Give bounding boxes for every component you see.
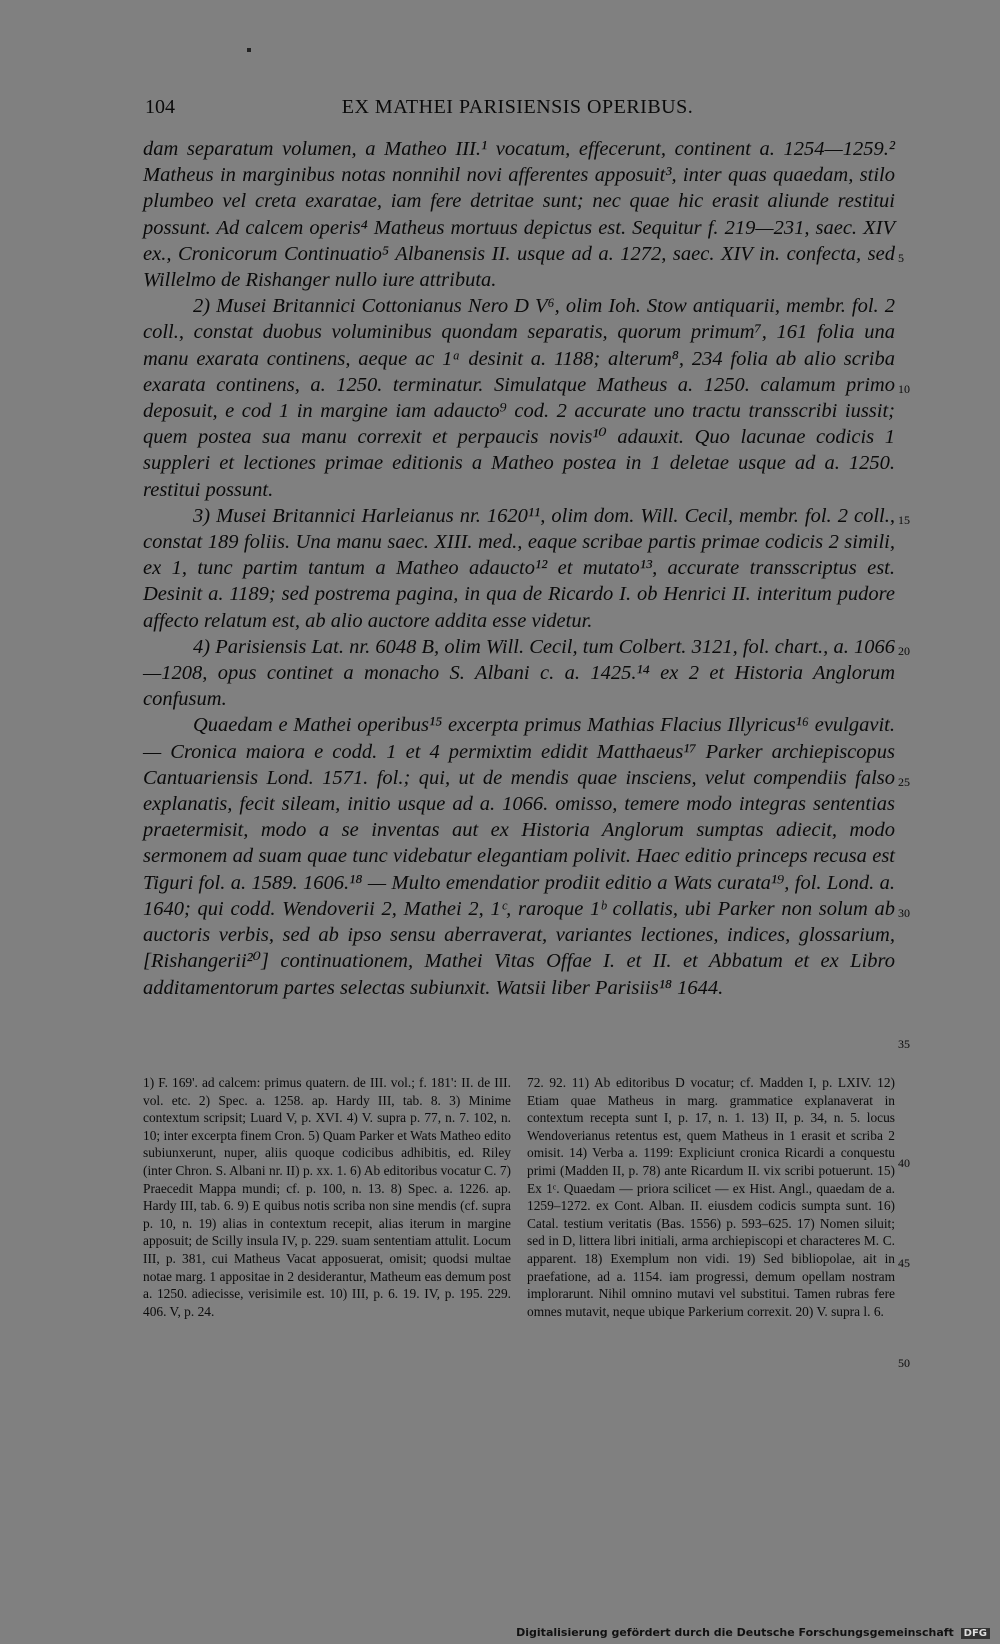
paragraph-harleianus: 3) Musei Britannici Harleianus nr. 1620¹¹, olim dom. Will. Cecil, membr. fol. 2 coll., constat 189 foliis. Una manu saec. XIII. med., eaque scribae partis primae codicis 2 simili, ex 1, tunc partim tantum a Matheo adaucto¹² et mutato¹³, accurate transscriptus est. Desinit a. 1189; sed postrema pagina, in qua de Ricardo I. ob Henrici II. interitum pudore affecto relatum est, ab alio auctore addita esse videtur.: [143, 504, 895, 632]
paragraph-parisiensis: 4) Parisiensis Lat. nr. 6048 B, olim Will. Cecil, tum Colbert. 3121, fol. chart., a. 1066—1208, opus continet a monacho S. Albani c. a. 1425.¹⁴ ex 2 et Historia Anglorum confusum.: [143, 635, 895, 711]
paragraph-editions: Quaedam e Mathei operibus¹⁵ excerpta primus Mathias Flacius Illyricus¹⁶ evulgavit. — Cronica maiora e codd. 1 et 4 permixtim edidit Matthaeus¹⁷ Parker archiepiscopus Cantuariensis Lond. 1571. fol.; qui, ut de mendis quae insciens, velut compendiis falso explanatis, fecit sileam, initio usque ad a. 1066. omisso, temere modo integras sententias praetermisit, modo a se inventas aut ex Historia Anglorum sumptas adiecit, modo sermonem ad suam quae tunc videbatur elegantiam polivit. Haec editio princeps recusa est Tiguri fol. a. 1589. 1606.¹⁸ — Multo emendatior prodiit editio a Wats curata¹⁹, fol. Lond. a. 1640; qui codd. Wendoverii 2, Mathei 2, 1ᶜ, raroque 1ᵇ collatis, ubi Parker non solum ab auctoris verbis, sed ab ipso sensu aberraverat, variantes lectiones, indices, glossarium, [Rishangerii²⁰] continuationem, Mathei Vitas Offae I. et II. et Abbatum et ex Libro additamentorum partes selectas subiunxit. Watsii liber Parisiis¹⁸ 1644.: [143, 714, 895, 999]
paragraph-continuation: dam separatum volumen, a Matheo III.¹ vocatum, effecerunt, continent a. 1254—1259.² Matheus in marginibus notas nonnihil novi afferentes apposuit³, inter quas quaedam, stilo plumbeo vel creta exaratae, iam fere detritae sunt; nec quae hic erasit aliunde restitui possunt. Ad calcem operis⁴ Matheus mortuus depictus est. Sequitur f. 219—231, saec. XIV ex., Cronicorum Continuatio⁵ Albanensis II. usque ad a. 1272, saec. XIV in. confecta, sed Willelmo de Rishanger nullo iure attributa.: [143, 138, 895, 292]
line-number: 40: [898, 1156, 910, 1170]
dfg-logo: DFG: [961, 1628, 990, 1639]
main-text: [143, 136, 895, 1001]
credit-text: Digitalisierung gefördert durch die Deutsche Forschungsgemeinschaft: [516, 1626, 954, 1639]
footnotes-left-column: 1) F. 169'. ad calcem: primus quatern. de III. vol.; f. 181': II. de III. vol. etc. 2) Spec. a. 1258. ap. Hardy III, tab. 8. 3) Minime contextum scripsit; Luard V, p. XVI. 4) V. supra p. 77, n. 7. 102, n. 10; inter excerpta finem Cron. 5) Quam Parker et Wats Matheo edito subiunxerunt, nuper, aliis quoque codicibus adhibitis, ed. Riley (inter Chron. S. Albani nr. II) p. xx. 1. 6) Ab editoribus vocatur C. 7) Praecedit Mappa mundi; cf. p. 100, n. 13. 8) Spec. a. 1226. ap. Hardy III, tab. 6. 9) E quibus notis scriba non sine mendis (cf. supra p. 10, n. 19) alias in contextum recepit, alias iterum in margine apposuit; de Scilly insula IV, p. 229. suam sententiam attulit. Locum III, p. 381, cui Matheus Vacat apposuerat, omisit; quodsi multae notae marg. 1 appositae in 2 desiderantur, Matheum eas demum post a. 1250. adiecisse, verisimile est. 10) III, p. 6. 19. IV, p. 195. 229. 406. V, p. 24.: [143, 1075, 511, 1319]
page-header: [145, 96, 890, 126]
paragraph-cottonianus: 2) Musei Britannici Cottonianus Nero D V⁶, olim Ioh. Stow antiquarii, membr. fol. 2 coll., constat duobus voluminibus quondam separatis, quorum primum⁷, 161 folia una manu exarata continens, aeque ac 1ᵃ desinit a. 1188; alterum⁸, 234 folia ab alio scriba exarata continens, a. 1250. terminatur. Simulatque Matheus a. 1250. calamum primo deposuit, e cod 1 in margine iam adaucto⁹ cod. 2 accurate uno tractu transscribi iussit; quem postea sua manu correxit et perpaucis novis¹⁰ adauxit. Quo lacunae codicis 1 suppleri et lectiones primae editionis a Matheo postea in 1 deletae usque ad a. 1250. restitui possunt.: [143, 295, 895, 501]
line-number: 15: [898, 513, 910, 527]
line-number: 5: [898, 251, 904, 265]
line-number: 35: [898, 1037, 910, 1051]
line-number: 50: [898, 1356, 910, 1370]
line-number: 25: [898, 775, 910, 789]
line-number: 45: [898, 1256, 910, 1270]
line-number: 30: [898, 906, 910, 920]
page-number: 104: [145, 96, 175, 118]
line-number: 10: [898, 382, 910, 396]
running-title: EX MATHEI PARISIENSIS OPERIBUS.: [341, 96, 694, 118]
digitization-credit: [516, 1626, 990, 1639]
speck-mark: [247, 48, 251, 52]
line-number: 20: [898, 644, 910, 658]
footnotes-right-column: 72. 92. 11) Ab editoribus D vocatur; cf. Madden I, p. LXIV. 12) Etiam quae Matheus in marg. grammatice explanaverat in contextum recepta sunt I, p. 17, n. 1. 13) II, p. 34, n. 5. locus Wendoverianus retentus est, quem Matheus in 1 erasit et scriba 2 omisit. 14) Verba a. 1199: Expliciunt cronica Ricardi a conquestu primi (Madden II, p. 78) ante Ricardum II. vix scribi potuerunt. 15) Ex 1ᶜ. Quaedam — priora scilicet — ex Hist. Angl., quaedam de a. 1259–1272. ex Cont. Alban. II. eiusdem codicis sumpta sunt. 16) Catal. testium veritatis (Bas. 1556) p. 593–625. 17) Nomen siluit; sed in D, littera libri initiali, arma archiepiscopi et characteres M. C. apparent. 18) Exemplum non vidi. 19) Sed bibliopolae, ait in praefatione, ad a. 1154. iam progressi, demum opellam nostram implorarunt. Nihil omnino mutavi vel substitui. Tamen rubras fere omnes mutavit, neque ubique Parkerium correxit. 20) V. supra l. 6.: [527, 1075, 895, 1319]
